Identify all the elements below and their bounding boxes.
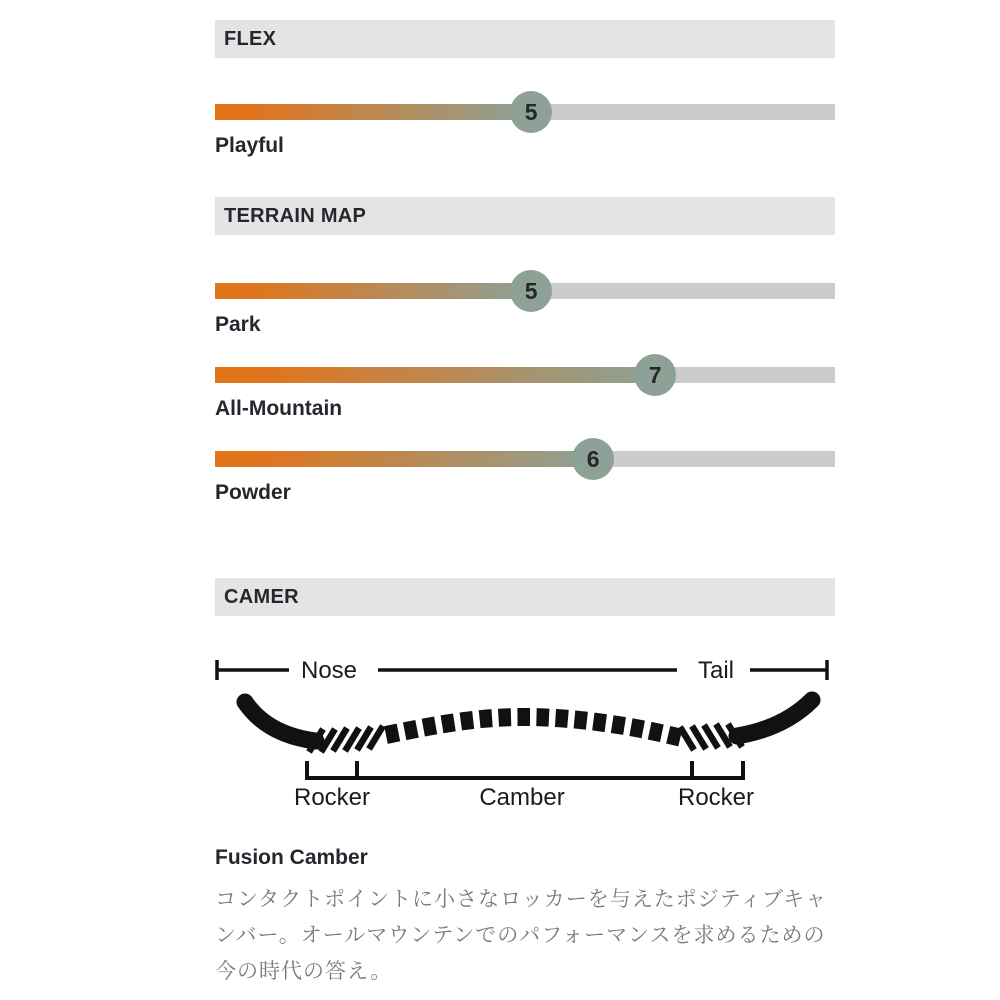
board-profile-shape	[245, 700, 812, 752]
rating-value-badge	[572, 438, 614, 480]
rating-value: 7	[648, 361, 662, 388]
rating-all-mountain	[215, 361, 835, 420]
camber-dashed-segment	[386, 717, 682, 738]
zone-bracket	[307, 761, 743, 778]
camber-section-header	[215, 578, 835, 616]
zone-label-camber: Camber	[479, 784, 565, 811]
rating-value: 5	[524, 98, 538, 125]
rating-powder	[215, 445, 835, 504]
rating-track	[215, 445, 835, 472]
rating-fill	[215, 367, 655, 383]
terrain-section-header	[215, 197, 835, 235]
rating-value: 6	[586, 445, 600, 472]
rating-track	[215, 98, 835, 125]
rating-park	[215, 277, 835, 336]
flex-section-title: FLEX	[224, 27, 277, 50]
rating-label: Powder	[215, 481, 291, 504]
rocker-hatch-left	[309, 726, 383, 752]
rating-fill	[215, 283, 531, 299]
camber-profile-description: コンタクトポイントに小さなロッカーを与えたポジティブキャンバー。オールマウンテンでのパフォーマンスを求めるための今の時代の答え。	[215, 888, 828, 983]
flex-section-header	[215, 20, 835, 58]
rating-flex-playful	[215, 98, 835, 157]
rating-value-badge	[634, 354, 676, 396]
rating-value: 5	[524, 277, 538, 304]
rating-label: Park	[215, 313, 261, 336]
rating-label: Playful	[215, 134, 284, 157]
zone-label-rocker-left: Rocker	[293, 784, 371, 811]
rating-track	[215, 361, 835, 388]
nose-label: Nose	[300, 657, 358, 684]
rating-fill	[215, 104, 531, 120]
rating-fill	[215, 451, 593, 467]
camber-profile-name: Fusion Camber	[215, 846, 368, 869]
camber-section-title: CAMER	[224, 585, 299, 608]
tail-solid-segment	[737, 700, 812, 736]
terrain-section-title: TERRAIN MAP	[224, 204, 367, 227]
rating-value-badge	[510, 91, 552, 133]
tail-label: Tail	[697, 657, 735, 684]
zone-label-rocker-right: Rocker	[677, 784, 755, 811]
rating-label: All-Mountain	[215, 397, 343, 420]
rating-value-badge	[510, 270, 552, 312]
nose-solid-segment	[245, 702, 316, 741]
rating-track	[215, 277, 835, 304]
